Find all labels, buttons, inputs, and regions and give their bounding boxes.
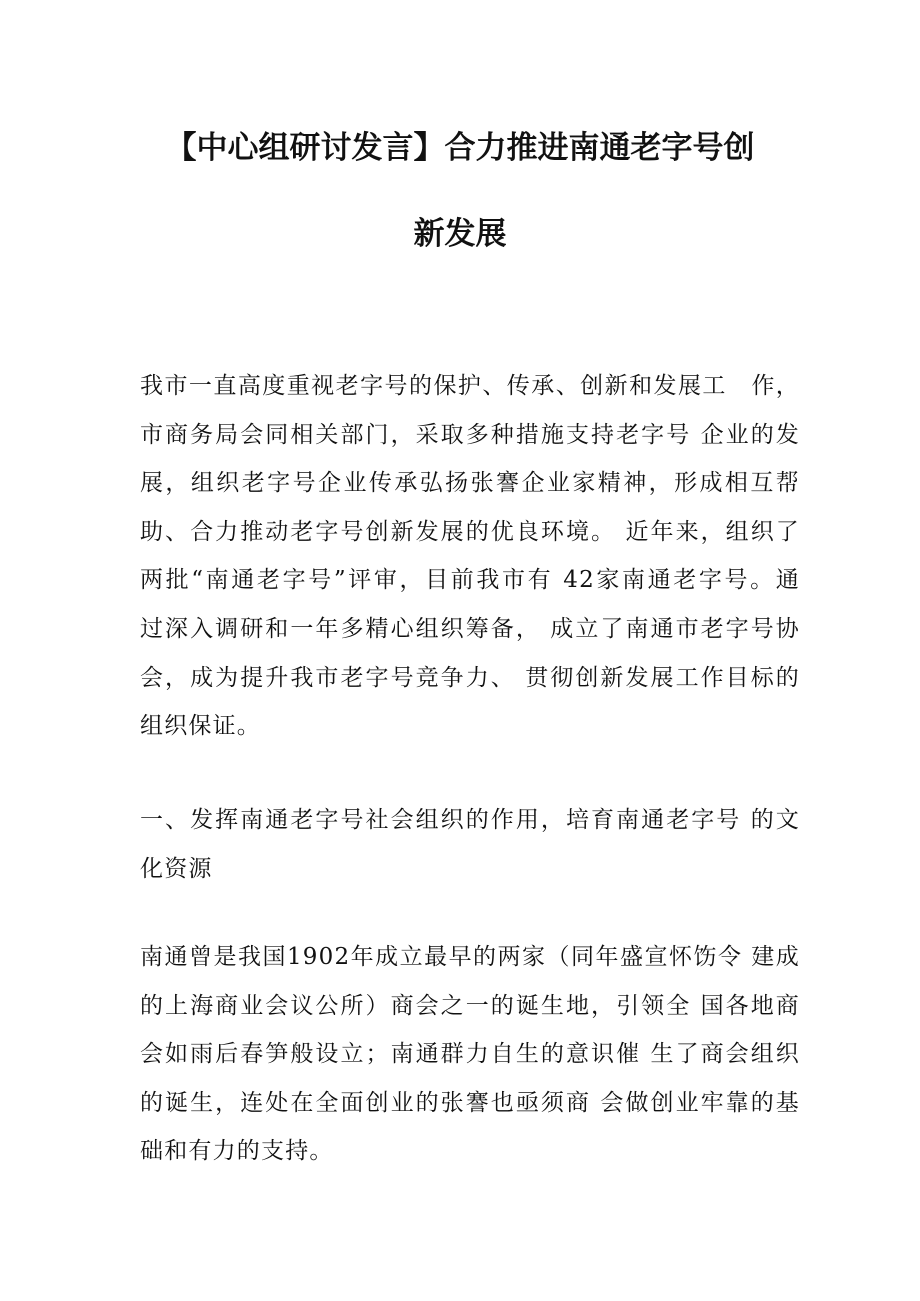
section-heading-line: 一、发挥南通老字号社会组织的作用，培育南通老字号 的文 <box>140 807 800 833</box>
paragraph-1-line: 助、合力推动老字号创新发展的优良环境。 近年来，组织了 <box>140 518 800 545</box>
paragraph-1 <box>140 362 800 751</box>
paragraph-1-line: 我市一直高度重视老字号的保护、传承、创新和发展工 作， <box>140 373 800 399</box>
paragraph-2-line: 会如雨后春笋般设立；南通群力自生的意识催 生了商会组织 <box>140 1041 800 1068</box>
paragraph-1-line: 组织保证。 <box>140 713 261 740</box>
paragraph-1-line: 两批“南通老字号”评审，目前我市有 42家南通老字号。通 <box>140 567 800 594</box>
paragraph-2-line: 础和有力的支持。 <box>140 1138 334 1165</box>
document-title <box>0 126 920 256</box>
title-line-2: 新发展 <box>413 216 507 252</box>
paragraph-1-line: 市商务局会同相关部门，采取多种措施支持老字号 企业的发 <box>140 421 800 448</box>
paragraph-1-line: 过深入调研和一年多精心组织筹备， 成立了南通市老字号协 <box>140 615 800 642</box>
paragraph-2-line: 的诞生，连处在全面创业的张謇也亟须商 会做创业牢靠的基 <box>140 1089 800 1116</box>
section-heading-1 <box>140 796 800 893</box>
title-line-1: 【中心组研讨发言】合力推进南通老字号创 <box>165 130 755 166</box>
section-heading-line: 化资源 <box>140 855 213 882</box>
paragraph-2-line: 的上海商业会议公所）商会之一的诞生地，引领全 国各地商 <box>140 992 800 1019</box>
paragraph-2 <box>140 933 800 1176</box>
paragraph-1-line: 展，组织老字号企业传承弘扬张謇企业家精神，形成相互帮 <box>140 470 800 497</box>
paragraph-1-line: 会，成为提升我市老字号竞争力、 贯彻创新发展工作目标的 <box>140 664 800 691</box>
paragraph-2-line: 南通曾是我国1902年成立最早的两家（同年盛宣怀饬令 建成 <box>140 944 800 970</box>
